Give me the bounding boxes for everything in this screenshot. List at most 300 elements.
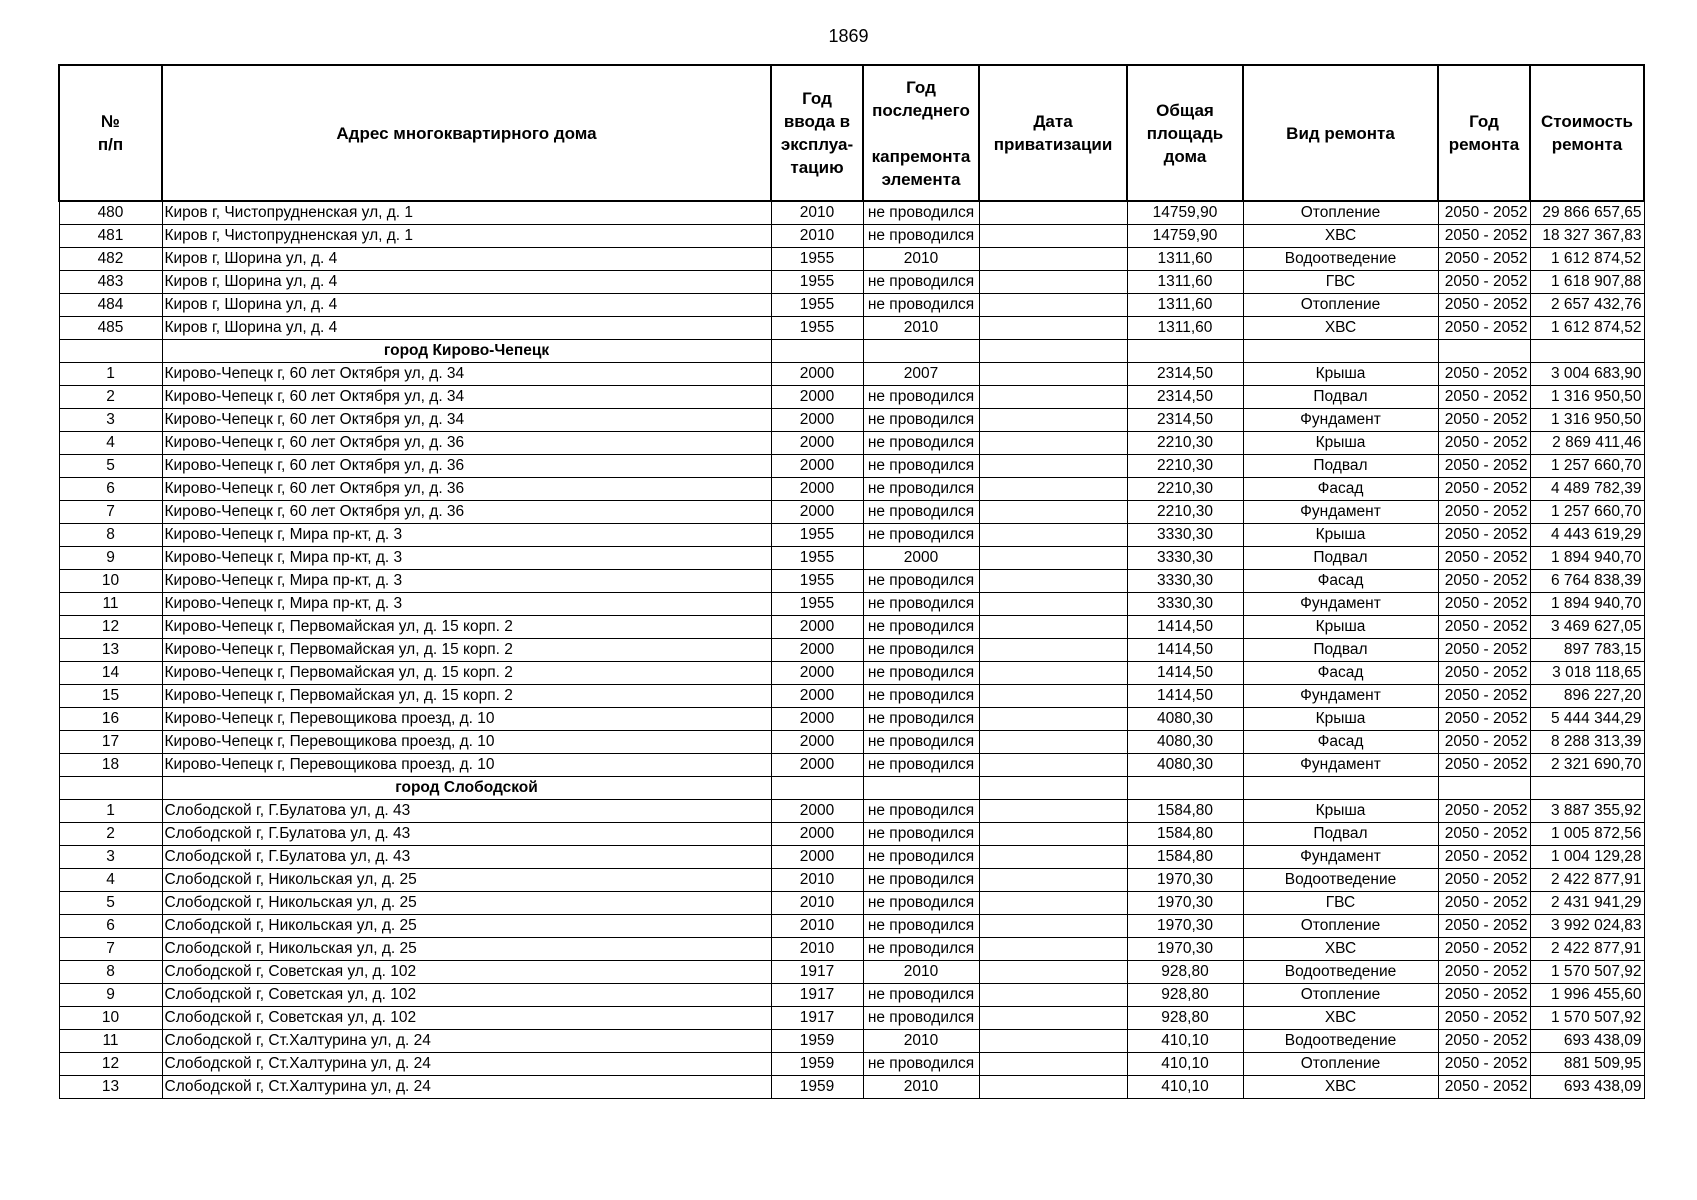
cell-cost: 18 327 367,83	[1530, 225, 1644, 248]
cell-year-built: 2000	[771, 731, 863, 754]
cell-last-repair: не проводился	[863, 616, 979, 639]
cell-cost: 3 887 355,92	[1530, 800, 1644, 823]
cell-address: Киров г, Шорина ул, д. 4	[162, 271, 771, 294]
cell-num: 14	[59, 662, 162, 685]
cell-repair-year: 2050 - 2052	[1438, 616, 1530, 639]
cell-year-built: 2000	[771, 708, 863, 731]
table-row	[59, 501, 1644, 524]
cell-cost: 8 288 313,39	[1530, 731, 1644, 754]
cell-address: Кирово-Чепецк г, 60 лет Октября ул, д. 36	[162, 432, 771, 455]
cell-last-repair: не проводился	[863, 294, 979, 317]
cell-area: 3330,30	[1127, 547, 1243, 570]
cell-last-repair: не проводился	[863, 593, 979, 616]
empty-cell	[863, 777, 979, 800]
cell-address: Слободской г, Никольская ул, д. 25	[162, 938, 771, 961]
cell-privatization	[979, 1076, 1127, 1099]
cell-cost: 4 443 619,29	[1530, 524, 1644, 547]
cell-num: 6	[59, 915, 162, 938]
cell-cost: 5 444 344,29	[1530, 708, 1644, 731]
cell-year-built: 2010	[771, 892, 863, 915]
cell-year-built: 1917	[771, 961, 863, 984]
cell-repair-year: 2050 - 2052	[1438, 708, 1530, 731]
table-row	[59, 846, 1644, 869]
cell-last-repair: 2007	[863, 363, 979, 386]
cell-repair-year: 2050 - 2052	[1438, 1007, 1530, 1030]
cell-privatization	[979, 201, 1127, 225]
cell-cost: 4 489 782,39	[1530, 478, 1644, 501]
cell-privatization	[979, 984, 1127, 1007]
cell-year-built: 1959	[771, 1053, 863, 1076]
table-row	[59, 616, 1644, 639]
table-row	[59, 478, 1644, 501]
cell-last-repair: не проводился	[863, 731, 979, 754]
cell-last-repair: 2010	[863, 317, 979, 340]
cell-year-built: 2000	[771, 685, 863, 708]
cell-cost: 1 612 874,52	[1530, 317, 1644, 340]
cell-privatization	[979, 1007, 1127, 1030]
cell-repair-year: 2050 - 2052	[1438, 915, 1530, 938]
page-number: 1869	[828, 26, 869, 46]
cell-cost: 3 018 118,65	[1530, 662, 1644, 685]
cell-repair-year: 2050 - 2052	[1438, 1076, 1530, 1099]
cell-cost: 2 657 432,76	[1530, 294, 1644, 317]
cell-num: 8	[59, 524, 162, 547]
cell-repair-type: ХВС	[1243, 938, 1438, 961]
cell-year-built: 1955	[771, 524, 863, 547]
cell-num: 7	[59, 938, 162, 961]
repair-registry-table	[58, 64, 1645, 1099]
table-row	[59, 455, 1644, 478]
cell-year-built: 1955	[771, 547, 863, 570]
cell-last-repair: не проводился	[863, 708, 979, 731]
cell-cost: 897 783,15	[1530, 639, 1644, 662]
cell-cost: 1 570 507,92	[1530, 1007, 1644, 1030]
cell-last-repair: не проводился	[863, 639, 979, 662]
cell-num: 10	[59, 1007, 162, 1030]
cell-privatization	[979, 616, 1127, 639]
cell-last-repair: не проводился	[863, 478, 979, 501]
cell-address: Кирово-Чепецк г, Перевощикова проезд, д. 10	[162, 731, 771, 754]
cell-area: 928,80	[1127, 1007, 1243, 1030]
cell-address: Кирово-Чепецк г, Мира пр-кт, д. 3	[162, 593, 771, 616]
cell-year-built: 1917	[771, 984, 863, 1007]
cell-num: 7	[59, 501, 162, 524]
cell-year-built: 2000	[771, 662, 863, 685]
cell-year-built: 2000	[771, 478, 863, 501]
header-repair-type: Вид ремонта	[1243, 65, 1438, 201]
cell-cost: 2 869 411,46	[1530, 432, 1644, 455]
table-row	[59, 754, 1644, 777]
cell-num: 2	[59, 823, 162, 846]
cell-area: 14759,90	[1127, 225, 1243, 248]
cell-year-built: 2000	[771, 386, 863, 409]
cell-last-repair: не проводился	[863, 938, 979, 961]
cell-repair-type: Подвал	[1243, 639, 1438, 662]
cell-year-built: 1955	[771, 294, 863, 317]
cell-privatization	[979, 938, 1127, 961]
cell-area: 4080,30	[1127, 708, 1243, 731]
cell-year-built: 2000	[771, 639, 863, 662]
cell-num: 9	[59, 984, 162, 1007]
cell-repair-type: Фундамент	[1243, 409, 1438, 432]
cell-last-repair: не проводился	[863, 800, 979, 823]
cell-cost: 1 894 940,70	[1530, 547, 1644, 570]
empty-cell	[59, 340, 162, 363]
cell-last-repair: не проводился	[863, 570, 979, 593]
cell-year-built: 2010	[771, 225, 863, 248]
table-row	[59, 662, 1644, 685]
cell-privatization	[979, 639, 1127, 662]
cell-address: Кирово-Чепецк г, 60 лет Октября ул, д. 34	[162, 409, 771, 432]
table-row	[59, 961, 1644, 984]
cell-repair-year: 2050 - 2052	[1438, 294, 1530, 317]
cell-cost: 693 438,09	[1530, 1030, 1644, 1053]
cell-repair-year: 2050 - 2052	[1438, 570, 1530, 593]
cell-last-repair: не проводился	[863, 455, 979, 478]
cell-repair-type: Подвал	[1243, 386, 1438, 409]
cell-num: 6	[59, 478, 162, 501]
cell-repair-year: 2050 - 2052	[1438, 432, 1530, 455]
cell-area: 2210,30	[1127, 501, 1243, 524]
cell-area: 928,80	[1127, 961, 1243, 984]
cell-address: Слободской г, Ст.Халтурина ул, д. 24	[162, 1076, 771, 1099]
cell-repair-type: Фундамент	[1243, 501, 1438, 524]
cell-address: Кирово-Чепецк г, 60 лет Октября ул, д. 36	[162, 455, 771, 478]
cell-year-built: 2000	[771, 409, 863, 432]
cell-privatization	[979, 524, 1127, 547]
cell-last-repair: не проводился	[863, 869, 979, 892]
section-row	[59, 777, 1644, 800]
cell-privatization	[979, 547, 1127, 570]
cell-last-repair: не проводился	[863, 524, 979, 547]
cell-repair-type: Отопление	[1243, 201, 1438, 225]
cell-address: Слободской г, Ст.Халтурина ул, д. 24	[162, 1053, 771, 1076]
cell-repair-year: 2050 - 2052	[1438, 662, 1530, 685]
cell-year-built: 1955	[771, 317, 863, 340]
cell-address: Кирово-Чепецк г, Перевощикова проезд, д. 10	[162, 708, 771, 731]
cell-year-built: 1917	[771, 1007, 863, 1030]
cell-area: 1414,50	[1127, 685, 1243, 708]
cell-last-repair: не проводился	[863, 271, 979, 294]
cell-cost: 1 004 129,28	[1530, 846, 1644, 869]
table-row	[59, 1053, 1644, 1076]
table-row	[59, 547, 1644, 570]
cell-cost: 2 422 877,91	[1530, 938, 1644, 961]
cell-num: 2	[59, 386, 162, 409]
cell-repair-year: 2050 - 2052	[1438, 501, 1530, 524]
cell-cost: 29 866 657,65	[1530, 201, 1644, 225]
cell-repair-year: 2050 - 2052	[1438, 892, 1530, 915]
cell-area: 1584,80	[1127, 846, 1243, 869]
cell-repair-year: 2050 - 2052	[1438, 639, 1530, 662]
cell-repair-type: ХВС	[1243, 1076, 1438, 1099]
cell-address: Слободской г, Г.Булатова ул, д. 43	[162, 846, 771, 869]
cell-address: Киров г, Шорина ул, д. 4	[162, 294, 771, 317]
cell-address: Киров г, Шорина ул, д. 4	[162, 317, 771, 340]
cell-area: 2314,50	[1127, 386, 1243, 409]
empty-cell	[59, 777, 162, 800]
cell-address: Киров г, Чистопрудненская ул, д. 1	[162, 201, 771, 225]
table-row	[59, 363, 1644, 386]
cell-address: Кирово-Чепецк г, Первомайская ул, д. 15 корп. 2	[162, 639, 771, 662]
cell-area: 1414,50	[1127, 616, 1243, 639]
cell-repair-type: Фундамент	[1243, 846, 1438, 869]
cell-num: 3	[59, 409, 162, 432]
cell-privatization	[979, 593, 1127, 616]
cell-repair-type: ГВС	[1243, 271, 1438, 294]
cell-last-repair: не проводился	[863, 662, 979, 685]
cell-address: Слободской г, Г.Булатова ул, д. 43	[162, 823, 771, 846]
cell-area: 1970,30	[1127, 892, 1243, 915]
cell-num: 11	[59, 1030, 162, 1053]
cell-area: 410,10	[1127, 1030, 1243, 1053]
cell-address: Киров г, Шорина ул, д. 4	[162, 248, 771, 271]
cell-repair-year: 2050 - 2052	[1438, 271, 1530, 294]
cell-address: Кирово-Чепецк г, Первомайская ул, д. 15 корп. 2	[162, 616, 771, 639]
cell-num: 3	[59, 846, 162, 869]
empty-cell	[1530, 340, 1644, 363]
cell-repair-year: 2050 - 2052	[1438, 317, 1530, 340]
cell-area: 1311,60	[1127, 248, 1243, 271]
cell-repair-year: 2050 - 2052	[1438, 478, 1530, 501]
cell-num: 10	[59, 570, 162, 593]
cell-address: Кирово-Чепецк г, 60 лет Октября ул, д. 34	[162, 386, 771, 409]
cell-repair-year: 2050 - 2052	[1438, 846, 1530, 869]
table-row	[59, 1076, 1644, 1099]
cell-address: Кирово-Чепецк г, Первомайская ул, д. 15 корп. 2	[162, 662, 771, 685]
cell-last-repair: не проводился	[863, 984, 979, 1007]
cell-year-built: 2000	[771, 823, 863, 846]
cell-area: 1970,30	[1127, 938, 1243, 961]
cell-address: Кирово-Чепецк г, Первомайская ул, д. 15 корп. 2	[162, 685, 771, 708]
cell-privatization	[979, 892, 1127, 915]
cell-repair-type: Водоотведение	[1243, 869, 1438, 892]
cell-num: 8	[59, 961, 162, 984]
cell-cost: 1 996 455,60	[1530, 984, 1644, 1007]
cell-area: 3330,30	[1127, 524, 1243, 547]
cell-repair-type: Отопление	[1243, 1053, 1438, 1076]
cell-repair-type: Крыша	[1243, 708, 1438, 731]
empty-cell	[1438, 340, 1530, 363]
cell-repair-type: Подвал	[1243, 823, 1438, 846]
cell-cost: 1 612 874,52	[1530, 248, 1644, 271]
table-row	[59, 524, 1644, 547]
cell-privatization	[979, 662, 1127, 685]
section-title: город Кирово-Чепецк	[162, 340, 771, 363]
empty-cell	[863, 340, 979, 363]
cell-last-repair: 2010	[863, 961, 979, 984]
cell-last-repair: не проводился	[863, 685, 979, 708]
cell-area: 3330,30	[1127, 593, 1243, 616]
cell-privatization	[979, 317, 1127, 340]
cell-num: 4	[59, 432, 162, 455]
cell-repair-type: Водоотведение	[1243, 961, 1438, 984]
cell-cost: 1 316 950,50	[1530, 409, 1644, 432]
cell-repair-year: 2050 - 2052	[1438, 800, 1530, 823]
cell-year-built: 1955	[771, 570, 863, 593]
table-row	[59, 823, 1644, 846]
cell-address: Слободской г, Ст.Халтурина ул, д. 24	[162, 1030, 771, 1053]
cell-area: 928,80	[1127, 984, 1243, 1007]
cell-last-repair: не проводился	[863, 754, 979, 777]
cell-cost: 896 227,20	[1530, 685, 1644, 708]
section-row	[59, 340, 1644, 363]
cell-year-built: 2010	[771, 201, 863, 225]
empty-cell	[1438, 777, 1530, 800]
header-year-built: Год ввода в эксплуа- тацию	[771, 65, 863, 201]
cell-year-built: 2010	[771, 869, 863, 892]
table-row	[59, 271, 1644, 294]
cell-repair-year: 2050 - 2052	[1438, 409, 1530, 432]
cell-num: 12	[59, 1053, 162, 1076]
cell-privatization	[979, 248, 1127, 271]
cell-repair-type: ХВС	[1243, 317, 1438, 340]
table-row	[59, 432, 1644, 455]
cell-repair-year: 2050 - 2052	[1438, 524, 1530, 547]
cell-year-built: 2010	[771, 915, 863, 938]
cell-num: 483	[59, 271, 162, 294]
cell-year-built: 2010	[771, 938, 863, 961]
cell-repair-type: Крыша	[1243, 524, 1438, 547]
cell-last-repair: не проводился	[863, 846, 979, 869]
cell-year-built: 2000	[771, 432, 863, 455]
cell-privatization	[979, 915, 1127, 938]
cell-num: 482	[59, 248, 162, 271]
cell-address: Кирово-Чепецк г, Мира пр-кт, д. 3	[162, 570, 771, 593]
header-last-repair: Год последнего капремонта элемента	[863, 65, 979, 201]
cell-last-repair: не проводился	[863, 915, 979, 938]
cell-repair-year: 2050 - 2052	[1438, 754, 1530, 777]
cell-num: 4	[59, 869, 162, 892]
cell-cost: 2 321 690,70	[1530, 754, 1644, 777]
cell-repair-type: Фасад	[1243, 570, 1438, 593]
cell-area: 410,10	[1127, 1053, 1243, 1076]
cell-last-repair: 2010	[863, 1076, 979, 1099]
cell-address: Кирово-Чепецк г, 60 лет Октября ул, д. 34	[162, 363, 771, 386]
cell-repair-year: 2050 - 2052	[1438, 685, 1530, 708]
cell-year-built: 2000	[771, 363, 863, 386]
cell-year-built: 2000	[771, 501, 863, 524]
cell-repair-type: Подвал	[1243, 547, 1438, 570]
cell-repair-type: Фундамент	[1243, 754, 1438, 777]
cell-num: 18	[59, 754, 162, 777]
cell-cost: 1 894 940,70	[1530, 593, 1644, 616]
table-row	[59, 248, 1644, 271]
cell-num: 5	[59, 455, 162, 478]
cell-area: 1311,60	[1127, 271, 1243, 294]
cell-repair-year: 2050 - 2052	[1438, 731, 1530, 754]
cell-area: 1414,50	[1127, 662, 1243, 685]
cell-cost: 2 422 877,91	[1530, 869, 1644, 892]
cell-cost: 2 431 941,29	[1530, 892, 1644, 915]
empty-cell	[1127, 777, 1243, 800]
cell-num: 16	[59, 708, 162, 731]
cell-year-built: 2000	[771, 455, 863, 478]
cell-address: Киров г, Чистопрудненская ул, д. 1	[162, 225, 771, 248]
empty-cell	[1243, 340, 1438, 363]
header-cost: Стоимость ремонта	[1530, 65, 1644, 201]
cell-privatization	[979, 294, 1127, 317]
cell-repair-year: 2050 - 2052	[1438, 1053, 1530, 1076]
cell-year-built: 2000	[771, 800, 863, 823]
cell-address: Слободской г, Никольская ул, д. 25	[162, 869, 771, 892]
table-row	[59, 317, 1644, 340]
cell-repair-year: 2050 - 2052	[1438, 984, 1530, 1007]
table-row	[59, 570, 1644, 593]
cell-repair-type: Отопление	[1243, 294, 1438, 317]
cell-cost: 3 469 627,05	[1530, 616, 1644, 639]
cell-repair-year: 2050 - 2052	[1438, 248, 1530, 271]
cell-repair-type: Отопление	[1243, 984, 1438, 1007]
table-row	[59, 869, 1644, 892]
empty-cell	[771, 777, 863, 800]
table-row	[59, 409, 1644, 432]
cell-repair-type: Водоотведение	[1243, 248, 1438, 271]
cell-last-repair: не проводился	[863, 409, 979, 432]
cell-cost: 881 509,95	[1530, 1053, 1644, 1076]
table-row	[59, 294, 1644, 317]
cell-repair-type: Водоотведение	[1243, 1030, 1438, 1053]
header-num: № п/п	[59, 65, 162, 201]
cell-repair-type: Фасад	[1243, 478, 1438, 501]
cell-cost: 1 257 660,70	[1530, 455, 1644, 478]
cell-year-built: 2000	[771, 616, 863, 639]
cell-address: Слободской г, Никольская ул, д. 25	[162, 915, 771, 938]
cell-cost: 1 257 660,70	[1530, 501, 1644, 524]
cell-repair-year: 2050 - 2052	[1438, 225, 1530, 248]
cell-address: Кирово-Чепецк г, Перевощикова проезд, д. 10	[162, 754, 771, 777]
cell-year-built: 1955	[771, 248, 863, 271]
cell-repair-year: 2050 - 2052	[1438, 961, 1530, 984]
cell-year-built: 1959	[771, 1030, 863, 1053]
cell-last-repair: не проводился	[863, 892, 979, 915]
cell-last-repair: не проводился	[863, 201, 979, 225]
cell-cost: 1 618 907,88	[1530, 271, 1644, 294]
cell-cost: 3 004 683,90	[1530, 363, 1644, 386]
cell-privatization	[979, 225, 1127, 248]
empty-cell	[979, 340, 1127, 363]
cell-num: 13	[59, 639, 162, 662]
cell-last-repair: не проводился	[863, 225, 979, 248]
cell-repair-year: 2050 - 2052	[1438, 386, 1530, 409]
cell-repair-type: ХВС	[1243, 225, 1438, 248]
table-body	[59, 201, 1644, 1099]
cell-address: Слободской г, Советская ул, д. 102	[162, 984, 771, 1007]
table-row	[59, 1007, 1644, 1030]
cell-privatization	[979, 455, 1127, 478]
table-row	[59, 915, 1644, 938]
cell-address: Кирово-Чепецк г, 60 лет Октября ул, д. 36	[162, 501, 771, 524]
cell-num: 485	[59, 317, 162, 340]
cell-privatization	[979, 363, 1127, 386]
cell-last-repair: 2000	[863, 547, 979, 570]
cell-privatization	[979, 570, 1127, 593]
cell-repair-year: 2050 - 2052	[1438, 455, 1530, 478]
cell-repair-year: 2050 - 2052	[1438, 547, 1530, 570]
cell-num: 13	[59, 1076, 162, 1099]
cell-address: Слободской г, Никольская ул, д. 25	[162, 892, 771, 915]
cell-area: 1970,30	[1127, 869, 1243, 892]
cell-privatization	[979, 800, 1127, 823]
cell-num: 5	[59, 892, 162, 915]
cell-year-built: 1955	[771, 271, 863, 294]
cell-privatization	[979, 1030, 1127, 1053]
cell-num: 15	[59, 685, 162, 708]
table-row	[59, 708, 1644, 731]
cell-address: Кирово-Чепецк г, Мира пр-кт, д. 3	[162, 547, 771, 570]
table-row	[59, 892, 1644, 915]
cell-last-repair: не проводился	[863, 432, 979, 455]
